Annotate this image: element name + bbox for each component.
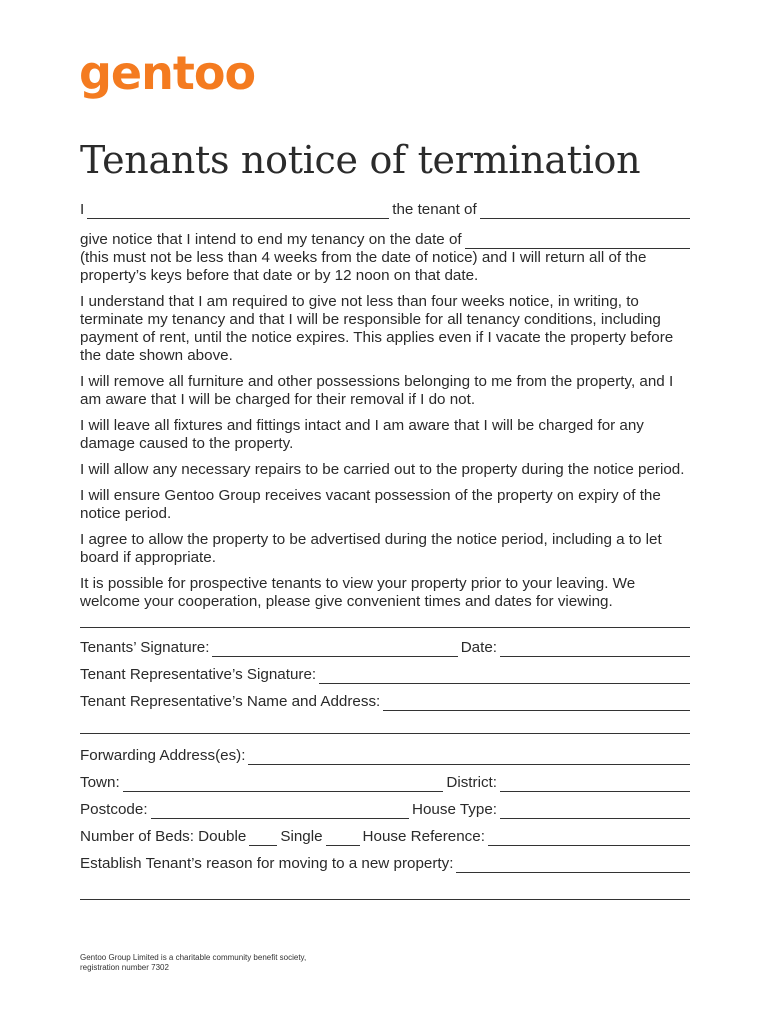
date-field[interactable] [500,643,690,657]
single-beds-field[interactable] [326,832,360,846]
rep-name-row [80,693,690,711]
date-label: Date: [460,639,497,656]
notice-date-label: give notice that I intend to end my tenancy on the date of [80,231,462,248]
single-label: Single [280,828,323,845]
town-field[interactable] [123,778,444,792]
forwarding-label: Forwarding Address(es): [80,747,246,764]
postcode-row [80,801,690,819]
house-type-label: House Type: [412,801,497,818]
tenant-of-label: the tenant of [392,201,477,218]
house-type-field[interactable] [500,805,690,819]
forwarding-row [80,747,690,765]
page-title: Tenants notice of termination [80,138,641,182]
rep-signature-field[interactable] [319,670,690,684]
reason-line[interactable] [80,899,690,900]
tenant-name-field[interactable] [87,205,389,219]
rep-signature-row [80,666,690,684]
paragraph-5: I will ensure Gentoo Group receives vacant possession of the property on expiry of the notice period. [80,487,661,522]
gentoo-logo: gentoo [79,46,256,100]
signature-row [80,639,690,657]
footer-line-1: Gentoo Group Limited is a charitable community benefit society, [80,953,307,962]
tenants-signature-label: Tenants’ Signature: [80,639,210,656]
divider [80,627,690,628]
paragraph-1: I understand that I am required to give not less than four weeks notice, in writing, to terminate my tenancy and that I will be responsible for all tenancy conditions, including payment of rent, until the notice expires. This applies even if I vacate the property before the date shown above. [80,293,674,364]
notice-paragraph-rest: (this must not be less than 4 weeks from the date of notice) and I will return all of the property’s keys before that date or by 12 noon on that date. [80,249,647,284]
beds-row [80,828,690,846]
forwarding-address-field[interactable] [248,751,690,765]
reason-row [80,855,690,873]
town-row [80,774,690,792]
notice-date-row [80,231,690,249]
postcode-label: Postcode: [80,801,148,818]
tenant-name-row [80,201,690,219]
form-content [80,201,690,900]
rep-signature-label: Tenant Representative’s Signature: [80,666,317,683]
double-beds-field[interactable] [249,832,277,846]
district-field[interactable] [500,778,690,792]
reason-label: Establish Tenant’s reason for moving to a new property: [80,855,454,872]
district-label: District: [446,774,497,791]
paragraph-2: I will remove all furniture and other possessions belonging to me from the property, and I am aware that I will be charged for their removal if I do not. [80,373,674,408]
paragraph-3: I will leave all fixtures and fittings intact and I am aware that I will be charged for any damage caused to the property. [80,417,644,452]
rep-name-address-field[interactable] [383,697,690,711]
reason-field[interactable] [456,859,690,873]
footer-line-2: registration number 7302 [80,963,169,972]
i-label: I [80,201,85,218]
paragraph-6: I agree to allow the property to be advertised during the notice period, including a to let board if appropriate. [80,531,662,566]
town-label: Town: [80,774,120,791]
footer [80,953,306,973]
house-reference-label: House Reference: [362,828,485,845]
paragraph-4: I will allow any necessary repairs to be carried out to the property during the notice period. [80,461,685,478]
rep-name-label: Tenant Representative’s Name and Address: [80,693,381,710]
paragraph-7: It is possible for prospective tenants to view your property prior to your leaving. We welcome your cooperation, please give convenient times and dates for viewing. [80,575,636,610]
tenant-of-property-field[interactable] [480,205,690,219]
postcode-field[interactable] [151,805,409,819]
rep-address-line[interactable] [80,733,690,734]
beds-label: Number of Beds: Double [80,828,247,845]
tenants-signature-field[interactable] [212,643,457,657]
house-reference-field[interactable] [488,832,690,846]
notice-date-field[interactable] [465,235,690,249]
